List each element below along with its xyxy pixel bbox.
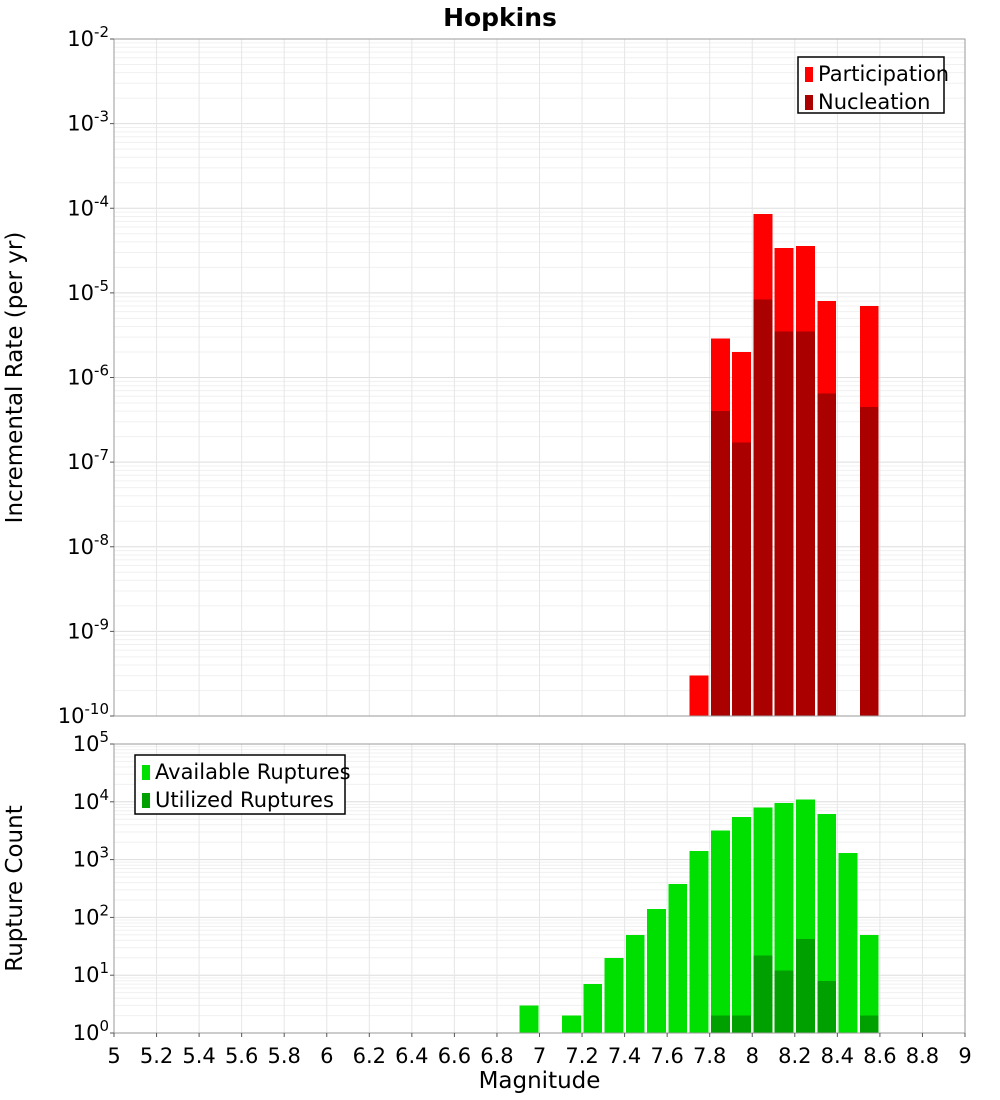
legend-label: Utilized Ruptures: [155, 788, 334, 812]
x-tick-label: 9: [958, 1044, 972, 1068]
x-tick-label: 6: [320, 1044, 334, 1068]
bar-nucleation-8.35: [817, 393, 836, 716]
x-tick-label: 5: [107, 1044, 121, 1068]
bar-available-ruptures-7.35: [605, 958, 624, 1033]
x-tick-label: 8.6: [863, 1044, 897, 1068]
bar-available-ruptures-6.95: [519, 1005, 538, 1033]
bar-utilized-ruptures-8.55: [860, 1016, 879, 1033]
chart-title: Hopkins: [443, 3, 557, 32]
x-tick-label: 8: [745, 1044, 759, 1068]
bar-available-ruptures-7.25: [583, 984, 602, 1033]
x-tick-label: 7.2: [565, 1044, 599, 1068]
legend-item-participation: [805, 62, 949, 86]
legend: [135, 755, 351, 814]
x-tick-label: 6.4: [395, 1044, 429, 1068]
y-tick-label: $10^0$: [72, 1017, 109, 1045]
bar-available-ruptures-7.65: [668, 884, 687, 1033]
bar-utilized-ruptures-8.05: [753, 955, 772, 1033]
bar-available-ruptures-7.55: [647, 909, 666, 1033]
x-tick-label: 6.2: [352, 1044, 387, 1068]
y-tick-label: $10^2$: [72, 901, 109, 930]
x-tick-label: 5.2: [139, 1044, 174, 1068]
y-axis-label: Incremental Rate (per yr): [2, 231, 28, 524]
y-tick-label: $10^{-4}$: [67, 192, 109, 221]
x-tick-label: 5.8: [267, 1044, 301, 1068]
bar-utilized-ruptures-8.15: [775, 971, 794, 1033]
bar-available-ruptures-7.95: [732, 817, 751, 1033]
x-tick-label: 8.8: [905, 1044, 940, 1068]
bar-nucleation-7.95: [732, 443, 751, 716]
y-tick-label: $10^{-10}$: [57, 700, 109, 728]
legend-item-nucleation: [805, 90, 930, 114]
bar-nucleation-7.85: [711, 411, 730, 716]
x-tick-label: 5.4: [182, 1044, 216, 1068]
bar-available-ruptures-7.85: [711, 830, 730, 1033]
x-tick-label: 6.6: [437, 1044, 472, 1068]
bar-available-ruptures-8.45: [839, 853, 858, 1033]
y-tick-label: $10^{-9}$: [67, 615, 109, 644]
bar-nucleation-8.55: [860, 407, 879, 716]
y-tick-label: $10^5$: [72, 728, 109, 756]
x-tick-label: 7.8: [692, 1044, 727, 1068]
y-tick-label: $10^{-8}$: [67, 530, 109, 559]
y-tick-label: $10^{-6}$: [67, 361, 109, 390]
y-tick-label: $10^3$: [72, 843, 109, 872]
x-tick-label: 5.6: [224, 1044, 259, 1068]
legend-label: Nucleation: [818, 90, 931, 114]
bar-utilized-ruptures-7.85: [711, 1016, 730, 1033]
y-tick-label: $10^{-5}$: [67, 276, 109, 305]
legend: [798, 57, 949, 114]
legend-item-available-ruptures: [142, 760, 351, 784]
bar-utilized-ruptures-8.25: [796, 939, 815, 1033]
legend-label: Participation: [818, 62, 950, 86]
y-axis-label: Rupture Count: [2, 805, 28, 972]
bar-utilized-ruptures-7.95: [732, 1016, 751, 1033]
x-axis-label: Magnitude: [478, 1068, 601, 1094]
bar-nucleation-8.15: [775, 331, 794, 716]
x-tick-label: 7.4: [607, 1044, 642, 1068]
bar-available-ruptures-7.15: [562, 1016, 581, 1033]
legend-label: Available Ruptures: [155, 760, 351, 784]
y-tick-label: $10^{-7}$: [67, 446, 109, 475]
legend-swatch-available-ruptures: [142, 765, 150, 780]
grid: [114, 39, 965, 716]
x-tick-label: 6.8: [480, 1044, 514, 1068]
y-tick-label: $10^{-3}$: [67, 107, 109, 136]
legend-swatch-participation: [805, 67, 813, 82]
legend-item-utilized-ruptures: [142, 788, 334, 812]
bar-nucleation-8.05: [753, 300, 772, 716]
x-tick-label: 8.2: [778, 1044, 812, 1068]
y-tick-label: $10^{-2}$: [67, 23, 109, 51]
bar-utilized-ruptures-8.35: [817, 981, 836, 1033]
legend-swatch-nucleation: [805, 95, 813, 110]
y-tick-label: $10^1$: [72, 959, 109, 988]
y-tick-label: $10^4$: [72, 785, 109, 814]
legend-swatch-utilized-ruptures: [142, 793, 150, 808]
bar-available-ruptures-7.75: [690, 851, 709, 1033]
bar-participation-7.75: [690, 676, 709, 716]
x-tick-label: 7: [532, 1044, 547, 1068]
x-tick-label: 7.6: [650, 1044, 684, 1068]
x-tick-label: 8.4: [820, 1044, 855, 1068]
bar-available-ruptures-7.45: [626, 935, 645, 1033]
bar-nucleation-8.25: [796, 331, 815, 716]
